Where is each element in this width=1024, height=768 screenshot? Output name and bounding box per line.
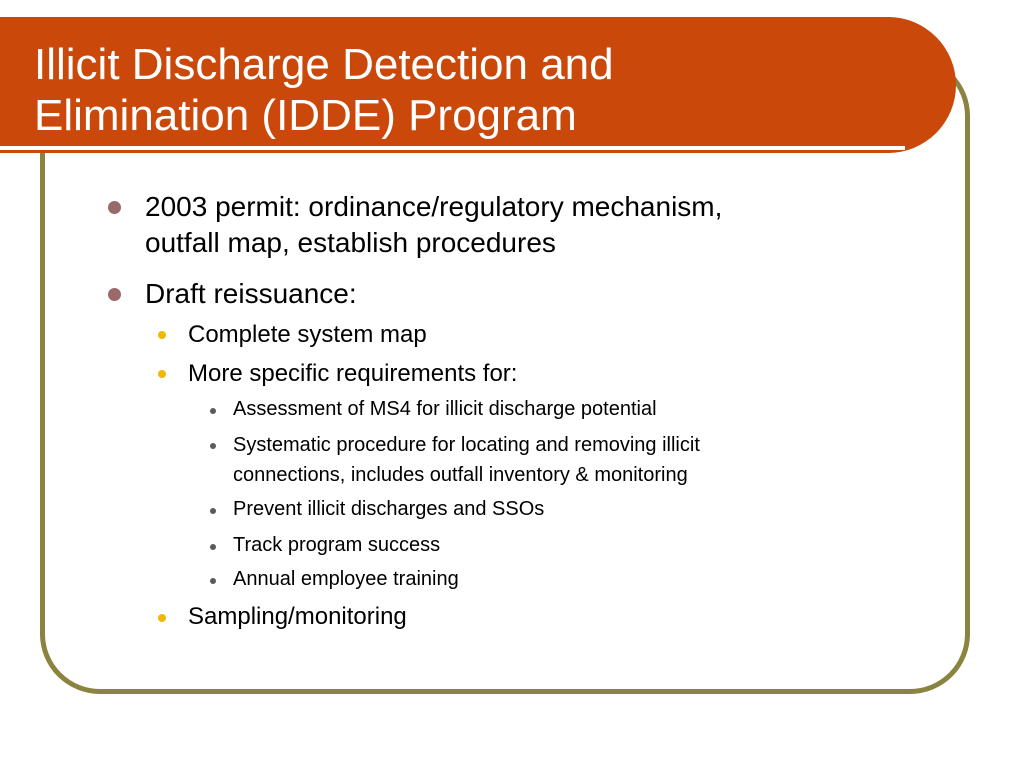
bullet-dot-level1: [108, 288, 121, 301]
bullet-dot-level2: [158, 370, 166, 378]
bullet-item-assessment-ms4: Assessment of MS4 for illicit discharge potential: [233, 398, 657, 420]
bullet-dot-level3: [210, 544, 216, 550]
bullet-item-draft-reissuance: Draft reissuance:: [145, 278, 357, 309]
bullet-dot-level1: [108, 201, 121, 214]
bullet-item-complete-system-map: Complete system map: [188, 321, 427, 348]
bullet-dot-level3: [210, 408, 216, 414]
bullet-text-line: outfall map, establish procedures: [145, 227, 556, 258]
bullet-item-sampling-monitoring: Sampling/monitoring: [188, 603, 407, 630]
bullet-dot-level3: [210, 443, 216, 449]
title-line-2: Elimination (IDDE) Program: [34, 91, 577, 140]
bullet-item-more-specific-requirements: More specific requirements for:: [188, 360, 518, 387]
bullet-dot-level3: [210, 578, 216, 584]
bullet-text-line: connections, includes outfall inventory & monitoring: [233, 464, 688, 486]
bullet-dot-level2: [158, 614, 166, 622]
bullet-text-line: Systematic procedure for locating and removing illicit: [233, 434, 700, 456]
title-line-1: Illicit Discharge Detection and: [34, 40, 614, 89]
bullet-item-prevent-illicit-discharges: Prevent illicit discharges and SSOs: [233, 498, 545, 520]
bullet-item-track-program-success: Track program success: [233, 534, 441, 556]
bullet-text-line: 2003 permit: ordinance/regulatory mechanism,: [145, 191, 723, 222]
bullet-item-systematic-procedure: [233, 430, 893, 490]
bullet-dot-level2: [158, 331, 166, 339]
bullet-dot-level3: [210, 508, 216, 514]
bullet-item-2003-permit: [145, 189, 905, 261]
bullet-item-annual-employee-training: Annual employee training: [233, 568, 459, 590]
